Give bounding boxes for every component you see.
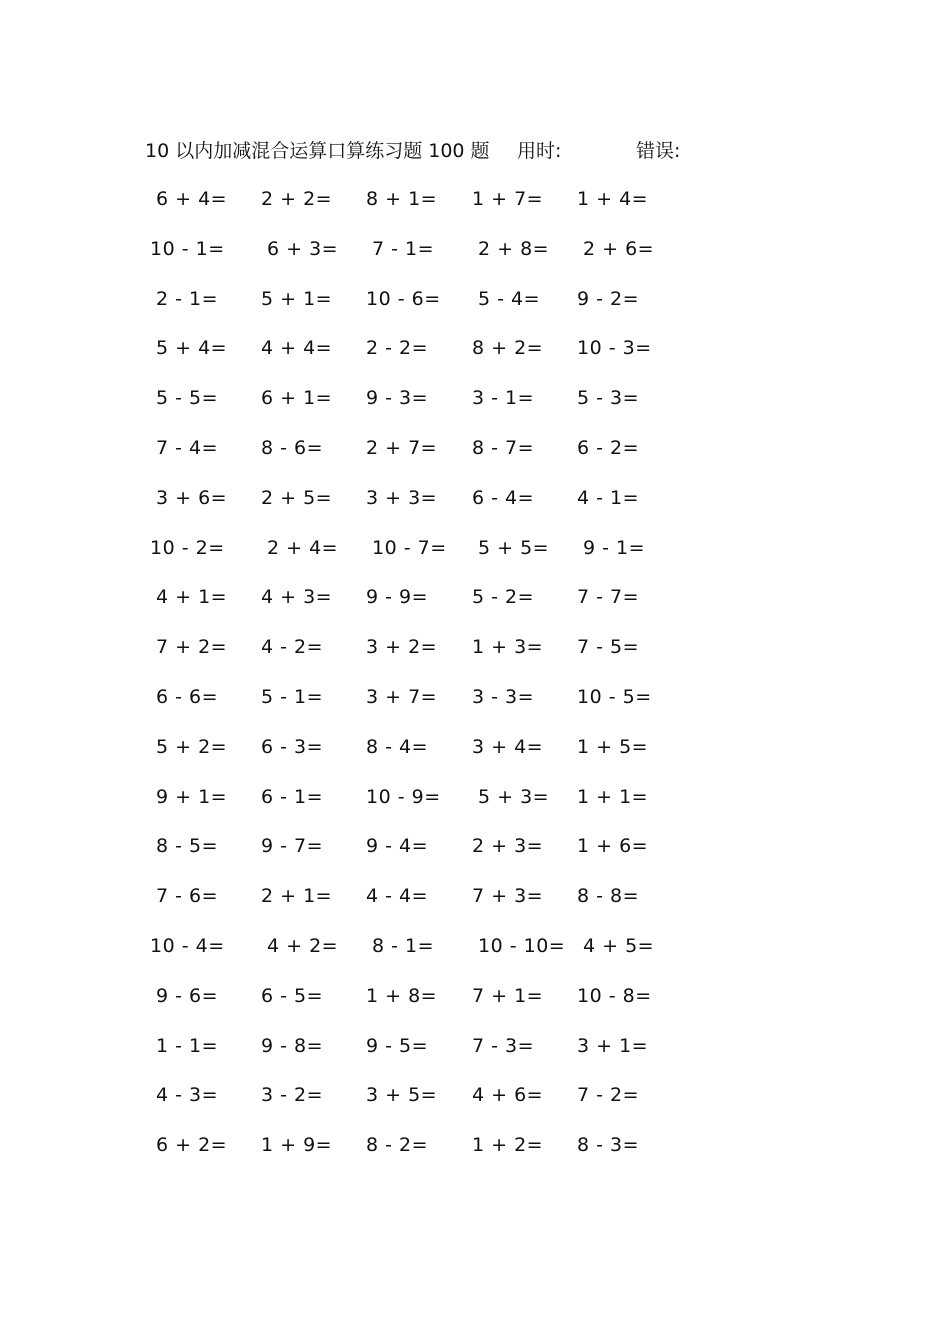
problem-item: 1 + 3= — [472, 636, 544, 659]
problem-item: 10 - 2= — [150, 536, 225, 559]
problem-item: 2 + 8= — [478, 237, 550, 260]
problem-item: 7 - 4= — [156, 436, 219, 459]
problem-item: 8 + 2= — [472, 337, 544, 360]
problem-item: 8 - 3= — [577, 1134, 640, 1157]
problem-item: 7 - 6= — [156, 885, 219, 908]
problem-item: 6 - 2= — [577, 436, 640, 459]
problem-row — [0, 379, 950, 429]
problem-item: 7 + 1= — [472, 984, 544, 1007]
problem-item: 2 + 6= — [583, 237, 655, 260]
problem-item: 9 - 1= — [583, 536, 646, 559]
errors-label: 错误: — [636, 140, 681, 162]
problem-item: 8 - 7= — [472, 436, 535, 459]
problem-item: 6 - 6= — [156, 685, 219, 708]
problem-item: 3 - 1= — [472, 387, 535, 410]
problem-item: 4 + 4= — [261, 337, 333, 360]
problem-item: 5 + 4= — [156, 337, 228, 360]
problem-row — [0, 1126, 950, 1176]
problem-item: 2 - 1= — [156, 287, 219, 310]
problem-item: 8 - 6= — [261, 436, 324, 459]
problem-item: 1 + 8= — [366, 984, 438, 1007]
problem-item: 7 - 5= — [577, 636, 640, 659]
problem-row — [0, 927, 950, 977]
problem-row — [0, 1027, 950, 1077]
problem-item: 5 - 1= — [261, 685, 324, 708]
problem-item: 2 + 3= — [472, 835, 544, 858]
problem-row — [0, 728, 950, 778]
problem-item: 8 - 8= — [577, 885, 640, 908]
problem-item: 4 - 3= — [156, 1084, 219, 1107]
problem-item: 10 - 5= — [577, 685, 652, 708]
problem-item: 7 - 3= — [472, 1034, 535, 1057]
problem-row — [0, 678, 950, 728]
problem-item: 9 - 5= — [366, 1034, 429, 1057]
problem-item: 7 - 7= — [577, 586, 640, 609]
problem-item: 10 - 9= — [366, 785, 441, 808]
problem-item: 6 - 4= — [472, 486, 535, 509]
problem-row — [0, 1076, 950, 1126]
problem-item: 1 + 1= — [577, 785, 649, 808]
problem-item: 5 - 4= — [478, 287, 541, 310]
problem-item: 2 + 1= — [261, 885, 333, 908]
problem-item: 3 + 4= — [472, 735, 544, 758]
problem-item: 4 + 2= — [267, 934, 339, 957]
problem-item: 4 + 1= — [156, 586, 228, 609]
problem-item: 8 - 5= — [156, 835, 219, 858]
problem-item: 5 + 5= — [478, 536, 550, 559]
problem-item: 10 - 6= — [366, 287, 441, 310]
problem-item: 7 - 2= — [577, 1084, 640, 1107]
problem-item: 9 - 8= — [261, 1034, 324, 1057]
problem-item: 6 + 2= — [156, 1134, 228, 1157]
problem-row — [0, 479, 950, 529]
problem-item: 6 - 1= — [261, 785, 324, 808]
problem-item: 3 + 5= — [366, 1084, 438, 1107]
problem-item: 6 - 3= — [261, 735, 324, 758]
problem-item: 5 + 1= — [261, 287, 333, 310]
problem-item: 1 + 6= — [577, 835, 649, 858]
problem-item: 5 - 2= — [472, 586, 535, 609]
problem-item: 2 + 7= — [366, 436, 438, 459]
problem-row — [0, 778, 950, 828]
problem-item: 10 - 3= — [577, 337, 652, 360]
problem-row — [0, 827, 950, 877]
problem-item: 9 - 6= — [156, 984, 219, 1007]
problem-item: 1 + 7= — [472, 188, 544, 210]
problem-item: 8 - 2= — [366, 1134, 429, 1157]
problem-item: 7 + 2= — [156, 636, 228, 659]
problem-item: 1 - 1= — [156, 1034, 219, 1057]
problem-item: 3 - 2= — [261, 1084, 324, 1107]
problem-item: 3 + 1= — [577, 1034, 649, 1057]
problem-item: 9 - 9= — [366, 586, 429, 609]
problem-item: 3 + 6= — [156, 486, 228, 509]
problem-item: 1 + 9= — [261, 1134, 333, 1157]
problem-item: 3 + 2= — [366, 636, 438, 659]
problem-row — [0, 280, 950, 330]
problem-item: 10 - 4= — [150, 934, 225, 957]
problem-item: 2 - 2= — [366, 337, 429, 360]
problem-item: 3 - 3= — [472, 685, 535, 708]
problem-item: 4 - 4= — [366, 885, 429, 908]
problem-item: 9 - 3= — [366, 387, 429, 410]
problem-row — [0, 877, 950, 927]
worksheet-title: 10 以内加减混合运算口算练习题 100 题 — [145, 140, 490, 162]
problem-item: 7 + 3= — [472, 885, 544, 908]
problem-item: 2 + 5= — [261, 486, 333, 509]
problem-item: 9 + 1= — [156, 785, 228, 808]
problem-row — [0, 529, 950, 579]
problem-item: 7 - 1= — [372, 237, 435, 260]
problem-item: 10 - 10= — [478, 934, 566, 957]
problem-item: 10 - 1= — [150, 237, 225, 260]
problem-item: 3 + 7= — [366, 685, 438, 708]
problem-item: 9 - 7= — [261, 835, 324, 858]
problem-item: 6 + 4= — [156, 188, 228, 210]
problem-item: 9 - 2= — [577, 287, 640, 310]
problem-grid — [0, 180, 950, 1176]
problem-item: 6 + 3= — [267, 237, 339, 260]
problem-item: 9 - 4= — [366, 835, 429, 858]
problem-item: 8 - 1= — [372, 934, 435, 957]
problem-item: 8 + 1= — [366, 188, 438, 210]
problem-item: 4 + 3= — [261, 586, 333, 609]
problem-item: 4 - 2= — [261, 636, 324, 659]
problem-item: 10 - 8= — [577, 984, 652, 1007]
problem-item: 1 + 4= — [577, 188, 649, 210]
problem-item: 1 + 5= — [577, 735, 649, 758]
time-used-label: 用时: — [517, 140, 562, 162]
problem-row — [0, 977, 950, 1027]
problem-row — [0, 578, 950, 628]
problem-item: 5 - 3= — [577, 387, 640, 410]
problem-item: 6 + 1= — [261, 387, 333, 410]
problem-item: 3 + 3= — [366, 486, 438, 509]
problem-item: 4 + 5= — [583, 934, 655, 957]
problem-item: 5 + 2= — [156, 735, 228, 758]
problem-item: 8 - 4= — [366, 735, 429, 758]
problem-row — [0, 628, 950, 678]
problem-item: 2 + 4= — [267, 536, 339, 559]
problem-item: 10 - 7= — [372, 536, 447, 559]
problem-item: 1 + 2= — [472, 1134, 544, 1157]
problem-row — [0, 329, 950, 379]
problem-row — [0, 230, 950, 280]
problem-item: 4 - 1= — [577, 486, 640, 509]
problem-item: 5 - 5= — [156, 387, 219, 410]
problem-item: 4 + 6= — [472, 1084, 544, 1107]
problem-item: 5 + 3= — [478, 785, 550, 808]
problem-row — [0, 180, 950, 230]
problem-item: 6 - 5= — [261, 984, 324, 1007]
problem-row — [0, 429, 950, 479]
problem-item: 2 + 2= — [261, 188, 333, 210]
